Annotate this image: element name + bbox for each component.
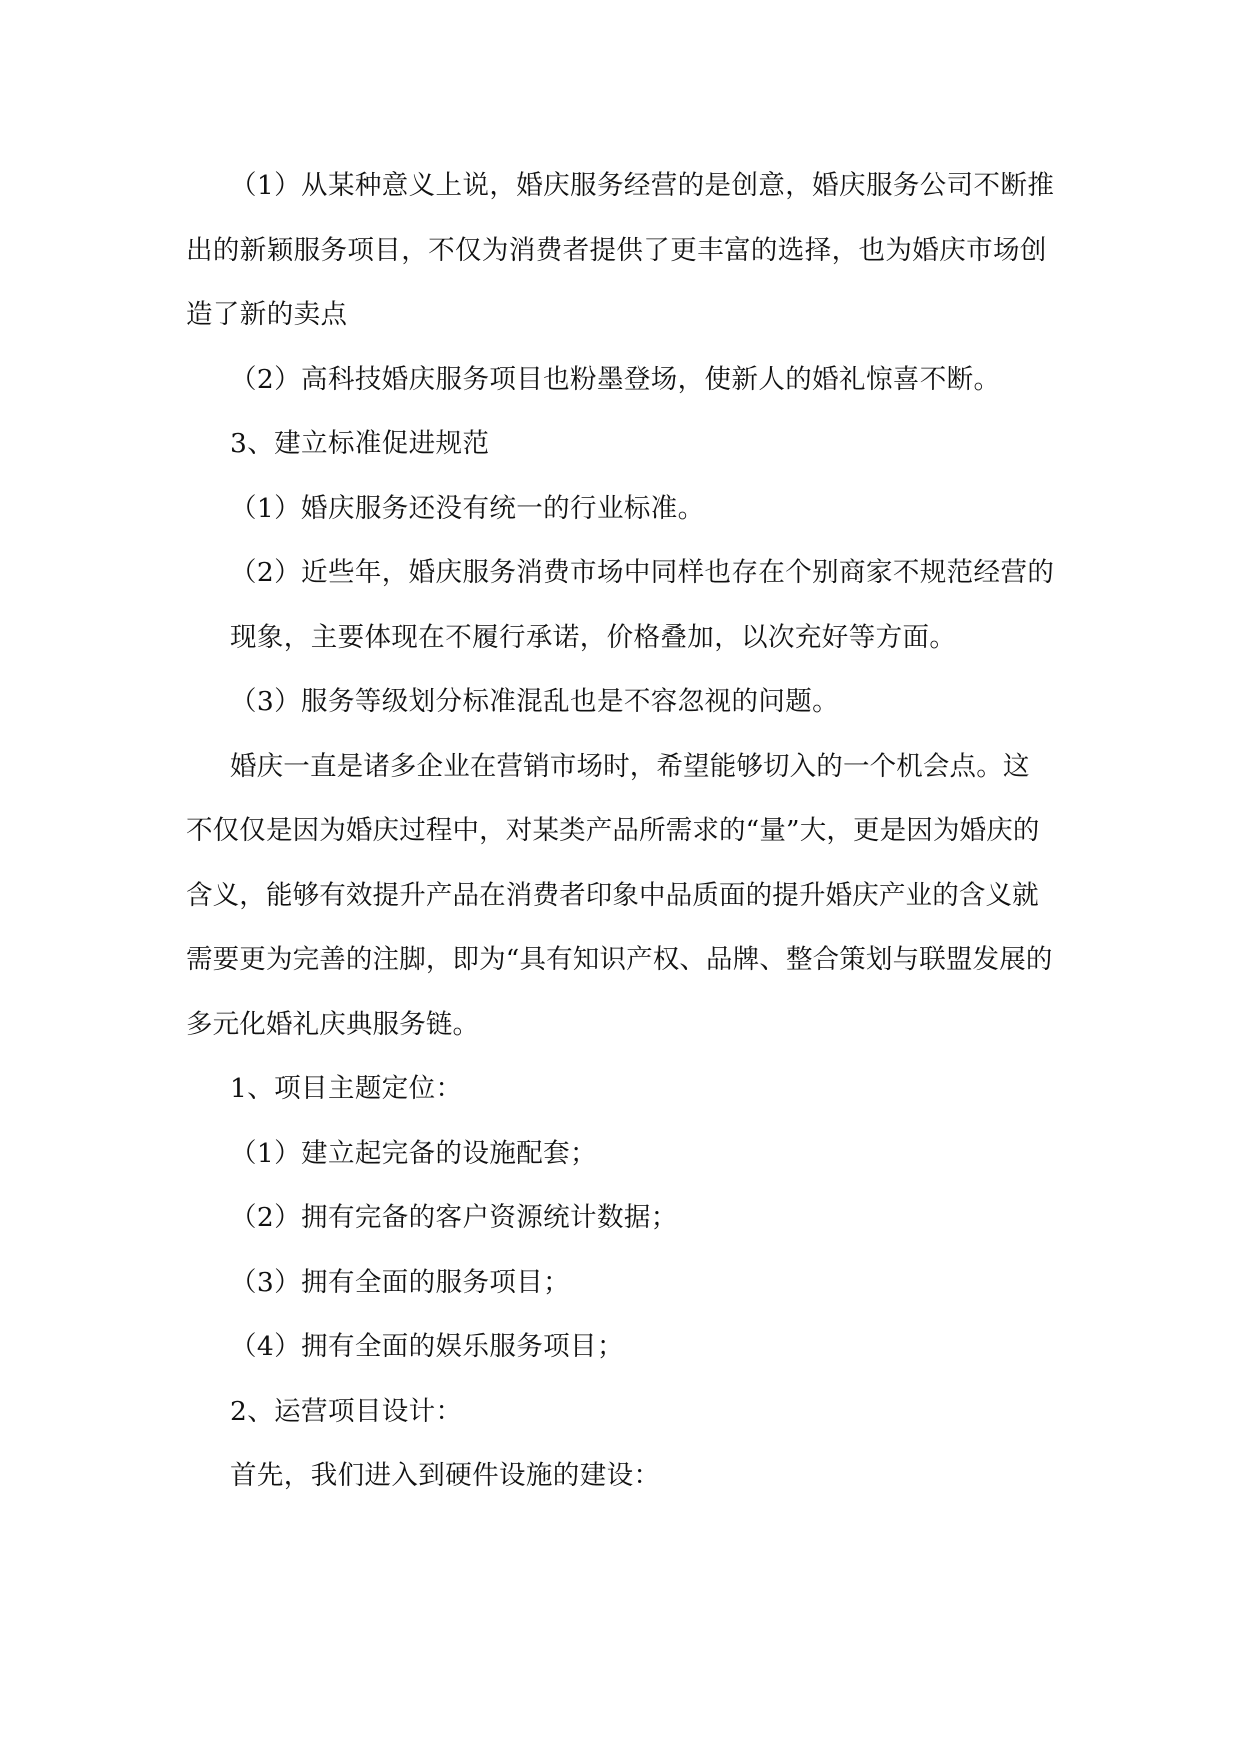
document-body bbox=[186, 154, 1056, 1509]
list-item-entertainment: （4）拥有全面的娱乐服务项目； bbox=[230, 1331, 624, 1362]
paragraph-wedding-opportunity: 婚庆一直是诸多企业在营销市场时，希望能够切入的一个机会点。这不仅仅是因为婚庆过程中，对某类产品所需求的“量”大，更是因为婚庆的含义，能够有效提升产品在消费者印象中品质面的提升婚庆产业的含义就需要更为完善的注脚，即为“具有知识产权、品牌、整合策划与联盟发展的多元化婚礼庆典服务链。 bbox=[186, 750, 1053, 1040]
paragraph-hardware-construction: 首先，我们进入到硬件设施的建设： bbox=[230, 1460, 661, 1491]
list-item-facilities: （1）建立起完备的设施配套； bbox=[230, 1137, 597, 1169]
paragraph-phenomenon: 现象，主要体现在不履行承诺，价格叠加，以次充好等方面。 bbox=[230, 621, 957, 653]
list-item-service-items: （3）拥有全面的服务项目； bbox=[230, 1266, 571, 1298]
paragraph-irregular-merchants: （2）近些年，婚庆服务消费市场中同样也存在个别商家不规范经营的 bbox=[230, 557, 1055, 588]
list-item-customer-data: （2）拥有完备的客户资源统计数据； bbox=[230, 1202, 678, 1233]
heading-establish-standards: 3、建立标准促进规范 bbox=[230, 428, 490, 459]
paragraph-no-industry-standard: （1）婚庆服务还没有统一的行业标准。 bbox=[230, 492, 705, 524]
heading-operation-design: 2、运营项目设计： bbox=[230, 1395, 463, 1427]
paragraph-grading-confusion: （3）服务等级划分标准混乱也是不容忽视的问题。 bbox=[230, 686, 840, 717]
paragraph-hightech-services: （2）高科技婚庆服务项目也粉墨登场，使新人的婚礼惊喜不断。 bbox=[230, 363, 1001, 395]
paragraph-innovation-services: （1）从某种意义上说，婚庆服务经营的是创意，婚庆服务公司不断推出的新颖服务项目，不仅为消费者提供了更丰富的选择，也为婚庆市场创造了新的卖点 bbox=[186, 170, 1055, 330]
heading-project-theme: 1、项目主题定位： bbox=[230, 1073, 463, 1104]
